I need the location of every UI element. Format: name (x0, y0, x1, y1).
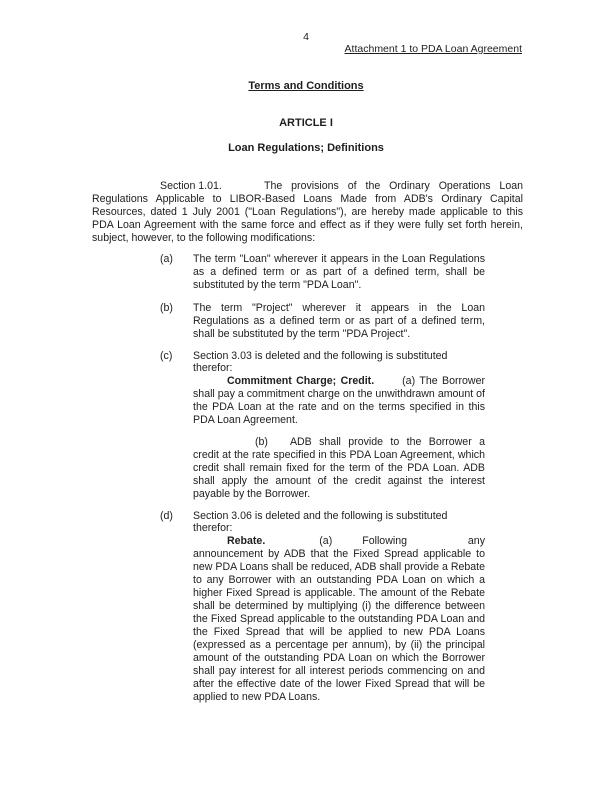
article-subtitle: Loan Regulations; Definitions (228, 142, 384, 154)
item-c-sub-b-text: ADB shall provide to the Borrower a credit at the rate specified in this PDA Loan Agreement, which credit shall remain fixed for the term of the PDA Loan. ADB shall apply the amount of the credit against the interest payable by the Borrower. (193, 436, 485, 500)
item-c-heading: Commitment Charge; Credit. (227, 375, 375, 387)
item-d-heading: Rebate. (227, 535, 266, 547)
item-c-sub-a-text: The Borrower shall pay a commitment charge on the unwithdrawn amount of the PDA Loan at the rate and on the terms specified in this PDA Loan Agreement. (193, 375, 485, 426)
item-c-label: (c) (160, 350, 173, 362)
item-c-subsection-b (193, 436, 485, 501)
item-a-text: The term "Loan" wherever it appears in the Loan Regulations as a defined term or as part of a defined term, shall be substituted by the term "PDA Loan". (193, 253, 485, 291)
section-paragraph (92, 180, 523, 245)
attachment-header: Attachment 1 to PDA Loan Agreement (344, 43, 522, 55)
item-b-label: (b) (160, 302, 173, 314)
item-d-sub-a-text: Following any announcement by ADB that the Fixed Spread applicable to new PDA Loans shall be reduced, ADB shall provide a Rebate to any Borrower with an outstanding PDA Loan on which a higher Fixed Spread is applicable. The amount of the Rebate shall be determined by multiplying (i) the difference between the Fixed Spread applicable to the outstanding PDA Loan and the Fixed Spread that will be applied to new PDA Loans (expressed as a percentage per annum), by (ii) the principal amount of the outstanding PDA Loan on which the Borrower shall pay interest for all interest periods commencing on and after the effective date of the lower Fixed Spread that will be applied to new PDA Loans. (193, 535, 485, 703)
item-c-sub-b-label: (b) (255, 436, 268, 448)
section-text: The provisions of the Ordinary Operations Loan Regulations Applicable to LIBOR-Based Loans Made from ADB's Ordinary Capital Resources, dated 1 July 2001 ("Loan Regulations"), are hereby made applicable to this PDA Loan Agreement with the same force and effect as if they were fully set forth herein, subject, however, to the following modifications: (92, 180, 523, 244)
section-label: Section 1.01. (160, 180, 222, 192)
item-c-subsection-a (193, 375, 485, 427)
item-b-text: The term "Project" wherever it appears in the Loan Regulations as a defined term or as part of a defined term, shall be substituted by the term "PDA Project". (193, 302, 485, 340)
item-c-sub-a-label: (a) (402, 375, 416, 387)
item-a-label: (a) (160, 253, 173, 265)
item-c-text: Section 3.03 is deleted and the following is substituted therefor: (193, 350, 448, 374)
document-title: Terms and Conditions (248, 80, 364, 92)
item-d-text: Section 3.06 is deleted and the following is substituted therefor: (193, 510, 448, 534)
article-heading: ARTICLE I (279, 117, 333, 129)
item-d-subsection-a (193, 535, 485, 704)
item-d-sub-a-label: (a) (319, 535, 333, 547)
item-d-label: (d) (160, 510, 173, 522)
page-number: 4 (303, 31, 309, 43)
